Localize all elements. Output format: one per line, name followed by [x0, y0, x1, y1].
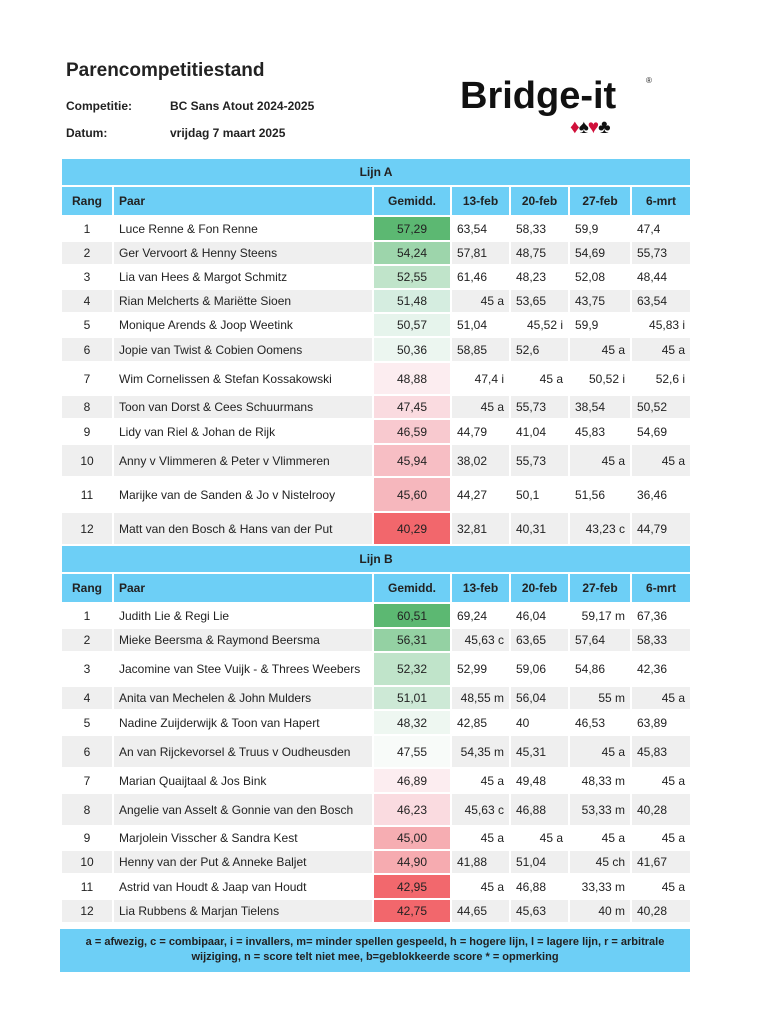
score-cell: 45 a [631, 337, 691, 362]
score-cell: 54,86 [569, 652, 631, 686]
score-cell: 41,67 [631, 850, 691, 874]
average-cell: 44,90 [373, 850, 451, 874]
column-header: Gemidd. [373, 186, 451, 216]
score-cell: 45 a [451, 826, 510, 850]
rank-cell: 8 [61, 793, 113, 826]
score-cell: 45 a [569, 337, 631, 362]
average-cell: 51,48 [373, 289, 451, 313]
table-row [61, 337, 691, 362]
average-cell: 60,51 [373, 603, 451, 628]
pair-cell: Lia van Hees & Margot Schmitz [113, 265, 373, 289]
pair-cell: Marian Quaijtaal & Jos Bink [113, 768, 373, 793]
score-cell: 45 a [510, 826, 569, 850]
section-header-row [61, 158, 691, 186]
pair-cell: Rian Melcherts & Mariëtte Sioen [113, 289, 373, 313]
average-cell: 48,32 [373, 710, 451, 735]
table-row [61, 735, 691, 768]
score-cell: 45,83 [569, 419, 631, 444]
rank-cell: 10 [61, 444, 113, 477]
rank-cell: 7 [61, 362, 113, 395]
table-row [61, 395, 691, 419]
table-row [61, 241, 691, 265]
rank-cell: 4 [61, 686, 113, 710]
score-cell: 32,81 [451, 512, 510, 545]
score-cell: 53,33 m [569, 793, 631, 826]
score-cell: 63,54 [451, 216, 510, 241]
score-cell: 61,46 [451, 265, 510, 289]
score-cell: 40 m [569, 899, 631, 923]
score-cell: 45 ch [569, 850, 631, 874]
column-header: Gemidd. [373, 573, 451, 603]
section-header-row [61, 545, 691, 573]
pair-cell: Luce Renne & Fon Renne [113, 216, 373, 241]
column-header: 27-feb [569, 573, 631, 603]
score-cell: 45 a [510, 362, 569, 395]
score-cell: 45 a [569, 826, 631, 850]
score-cell: 53,65 [510, 289, 569, 313]
score-cell: 45 a [451, 874, 510, 899]
average-cell: 51,01 [373, 686, 451, 710]
average-cell: 52,32 [373, 652, 451, 686]
score-cell: 69,24 [451, 603, 510, 628]
score-cell: 51,56 [569, 477, 631, 512]
average-cell: 48,88 [373, 362, 451, 395]
score-cell: 45,31 [510, 735, 569, 768]
score-cell: 45 a [631, 874, 691, 899]
rank-cell: 3 [61, 652, 113, 686]
rank-cell: 6 [61, 337, 113, 362]
pair-cell: Jacomine van Stee Vuijk - & Threes Weebers [113, 652, 373, 686]
score-cell: 45 a [451, 768, 510, 793]
score-cell: 43,75 [569, 289, 631, 313]
score-cell: 54,69 [631, 419, 691, 444]
score-cell: 50,52 [631, 395, 691, 419]
rank-cell: 9 [61, 419, 113, 444]
score-cell: 54,35 m [451, 735, 510, 768]
table-row [61, 899, 691, 923]
score-cell: 58,33 [510, 216, 569, 241]
table-row [61, 265, 691, 289]
score-cell: 45,63 [510, 899, 569, 923]
score-cell: 45 a [569, 735, 631, 768]
average-cell: 42,75 [373, 899, 451, 923]
rank-cell: 1 [61, 603, 113, 628]
competitie-label: Competitie: [66, 99, 132, 113]
score-cell: 57,81 [451, 241, 510, 265]
average-cell: 47,55 [373, 735, 451, 768]
score-cell: 48,55 m [451, 686, 510, 710]
score-cell: 47,4 [631, 216, 691, 241]
average-cell: 45,94 [373, 444, 451, 477]
score-cell: 40,31 [510, 512, 569, 545]
rank-cell: 2 [61, 628, 113, 652]
competitie-value: BC Sans Atout 2024-2025 [170, 99, 315, 113]
pair-cell: Marijke van de Sanden & Jo v Nistelrooy [113, 477, 373, 512]
table-row [61, 710, 691, 735]
score-cell: 41,88 [451, 850, 510, 874]
average-cell: 50,36 [373, 337, 451, 362]
column-header: 6-mrt [631, 573, 691, 603]
datum-value: vrijdag 7 maart 2025 [170, 126, 286, 140]
average-cell: 45,00 [373, 826, 451, 850]
score-cell: 45 a [631, 444, 691, 477]
table-row [61, 826, 691, 850]
table-row [61, 216, 691, 241]
column-header: Rang [61, 573, 113, 603]
score-cell: 58,33 [631, 628, 691, 652]
table-row [61, 444, 691, 477]
pair-cell: Lidy van Riel & Johan de Rijk [113, 419, 373, 444]
score-cell: 48,33 m [569, 768, 631, 793]
score-cell: 42,36 [631, 652, 691, 686]
average-cell: 57,29 [373, 216, 451, 241]
score-cell: 40,28 [631, 899, 691, 923]
score-cell: 45,83 i [631, 313, 691, 337]
pair-cell: Wim Cornelissen & Stefan Kossakowski [113, 362, 373, 395]
score-cell: 63,54 [631, 289, 691, 313]
average-cell: 42,95 [373, 874, 451, 899]
average-cell: 46,89 [373, 768, 451, 793]
score-cell: 45,63 c [451, 628, 510, 652]
score-cell: 45 a [569, 444, 631, 477]
rank-cell: 3 [61, 265, 113, 289]
pair-cell: Monique Arends & Joop Weetink [113, 313, 373, 337]
rank-cell: 8 [61, 395, 113, 419]
score-cell: 42,85 [451, 710, 510, 735]
column-header: 27-feb [569, 186, 631, 216]
score-cell: 51,04 [510, 850, 569, 874]
column-header: 6-mrt [631, 186, 691, 216]
pair-cell: Lia Rubbens & Marjan Tielens [113, 899, 373, 923]
pair-cell: Judith Lie & Regi Lie [113, 603, 373, 628]
pair-cell: Angelie van Asselt & Gonnie van den Bosch [113, 793, 373, 826]
score-cell: 52,6 [510, 337, 569, 362]
average-cell: 45,60 [373, 477, 451, 512]
rank-cell: 5 [61, 710, 113, 735]
score-cell: 44,79 [451, 419, 510, 444]
card-suits-icon: ♦♠♥♣ [570, 117, 610, 138]
rank-cell: 7 [61, 768, 113, 793]
score-cell: 46,88 [510, 874, 569, 899]
score-cell: 38,02 [451, 444, 510, 477]
section-title: Lijn B [61, 545, 691, 573]
rank-cell: 11 [61, 874, 113, 899]
rank-cell: 4 [61, 289, 113, 313]
pair-cell: Anny v Vlimmeren & Peter v Vlimmeren [113, 444, 373, 477]
score-cell: 45,83 [631, 735, 691, 768]
column-header: Rang [61, 186, 113, 216]
score-cell: 48,75 [510, 241, 569, 265]
pair-cell: Henny van der Put & Anneke Baljet [113, 850, 373, 874]
score-cell: 55,73 [510, 395, 569, 419]
table-row [61, 289, 691, 313]
score-cell: 45 a [451, 289, 510, 313]
average-cell: 40,29 [373, 512, 451, 545]
rank-cell: 11 [61, 477, 113, 512]
standings-table [60, 157, 692, 924]
score-cell: 44,65 [451, 899, 510, 923]
rank-cell: 10 [61, 850, 113, 874]
column-header: 13-feb [451, 573, 510, 603]
score-cell: 46,88 [510, 793, 569, 826]
score-cell: 45,63 c [451, 793, 510, 826]
score-cell: 45 a [631, 768, 691, 793]
pair-cell: Toon van Dorst & Cees Schuurmans [113, 395, 373, 419]
legend-footer: a = afwezig, c = combipaar, i = invallers, m= minder spellen gespeeld, h = hogere lijn, l = lagere lijn, r = arbitrale wijziging, n = score telt niet mee, b=geblokkeerde score * = opmerking [60, 929, 690, 972]
score-cell: 63,89 [631, 710, 691, 735]
registered-icon: ® [646, 76, 652, 85]
score-cell: 40,28 [631, 793, 691, 826]
pair-cell: Matt van den Bosch & Hans van der Put [113, 512, 373, 545]
pair-cell: Marjolein Visscher & Sandra Kest [113, 826, 373, 850]
rank-cell: 1 [61, 216, 113, 241]
pair-cell: Anita van Mechelen & John Mulders [113, 686, 373, 710]
score-cell: 54,69 [569, 241, 631, 265]
table-row [61, 768, 691, 793]
average-cell: 47,45 [373, 395, 451, 419]
column-header: Paar [113, 186, 373, 216]
score-cell: 63,65 [510, 628, 569, 652]
score-cell: 51,04 [451, 313, 510, 337]
score-cell: 67,36 [631, 603, 691, 628]
average-cell: 56,31 [373, 628, 451, 652]
score-cell: 59,06 [510, 652, 569, 686]
score-cell: 38,54 [569, 395, 631, 419]
column-header: 13-feb [451, 186, 510, 216]
average-cell: 54,24 [373, 241, 451, 265]
table-row [61, 313, 691, 337]
score-cell: 44,79 [631, 512, 691, 545]
score-cell: 59,17 m [569, 603, 631, 628]
score-cell: 46,04 [510, 603, 569, 628]
score-cell: 52,08 [569, 265, 631, 289]
score-cell: 59,9 [569, 313, 631, 337]
table-row [61, 362, 691, 395]
section-title: Lijn A [61, 158, 691, 186]
score-cell: 55,73 [631, 241, 691, 265]
score-cell: 59,9 [569, 216, 631, 241]
table-row [61, 477, 691, 512]
average-cell: 50,57 [373, 313, 451, 337]
score-cell: 55,73 [510, 444, 569, 477]
score-cell: 41,04 [510, 419, 569, 444]
pair-cell: An van Rijckevorsel & Truus v Oudheusden [113, 735, 373, 768]
rank-cell: 9 [61, 826, 113, 850]
score-cell: 52,99 [451, 652, 510, 686]
column-header: Paar [113, 573, 373, 603]
rank-cell: 6 [61, 735, 113, 768]
bridge-it-logo [460, 74, 660, 140]
table-row [61, 628, 691, 652]
score-cell: 45 a [631, 826, 691, 850]
average-cell: 46,59 [373, 419, 451, 444]
pair-cell: Nadine Zuijderwijk & Toon van Hapert [113, 710, 373, 735]
average-cell: 46,23 [373, 793, 451, 826]
score-cell: 45 a [631, 686, 691, 710]
score-cell: 48,44 [631, 265, 691, 289]
rank-cell: 12 [61, 512, 113, 545]
table-row [61, 686, 691, 710]
table-row [61, 793, 691, 826]
score-cell: 44,27 [451, 477, 510, 512]
score-cell: 33,33 m [569, 874, 631, 899]
table-row [61, 652, 691, 686]
rank-cell: 2 [61, 241, 113, 265]
score-cell: 46,53 [569, 710, 631, 735]
average-cell: 52,55 [373, 265, 451, 289]
column-header: 20-feb [510, 573, 569, 603]
score-cell: 45 a [451, 395, 510, 419]
column-header-row [61, 186, 691, 216]
score-cell: 52,6 i [631, 362, 691, 395]
score-cell: 43,23 c [569, 512, 631, 545]
table-row [61, 419, 691, 444]
rank-cell: 5 [61, 313, 113, 337]
score-cell: 48,23 [510, 265, 569, 289]
score-cell: 56,04 [510, 686, 569, 710]
column-header-row [61, 573, 691, 603]
score-cell: 58,85 [451, 337, 510, 362]
table-row [61, 512, 691, 545]
score-cell: 45,52 i [510, 313, 569, 337]
score-cell: 50,1 [510, 477, 569, 512]
rank-cell: 12 [61, 899, 113, 923]
score-cell: 36,46 [631, 477, 691, 512]
score-cell: 50,52 i [569, 362, 631, 395]
score-cell: 47,4 i [451, 362, 510, 395]
score-cell: 49,48 [510, 768, 569, 793]
column-header: 20-feb [510, 186, 569, 216]
table-row [61, 603, 691, 628]
pair-cell: Astrid van Houdt & Jaap van Houdt [113, 874, 373, 899]
score-cell: 55 m [569, 686, 631, 710]
logo-text: Bridge-it [460, 75, 617, 117]
table-row [61, 850, 691, 874]
pair-cell: Jopie van Twist & Cobien Oomens [113, 337, 373, 362]
page-title: Parencompetitiestand [66, 60, 265, 81]
score-cell: 57,64 [569, 628, 631, 652]
pair-cell: Mieke Beersma & Raymond Beersma [113, 628, 373, 652]
datum-label: Datum: [66, 126, 108, 140]
pair-cell: Ger Vervoort & Henny Steens [113, 241, 373, 265]
score-cell: 40 [510, 710, 569, 735]
table-row [61, 874, 691, 899]
